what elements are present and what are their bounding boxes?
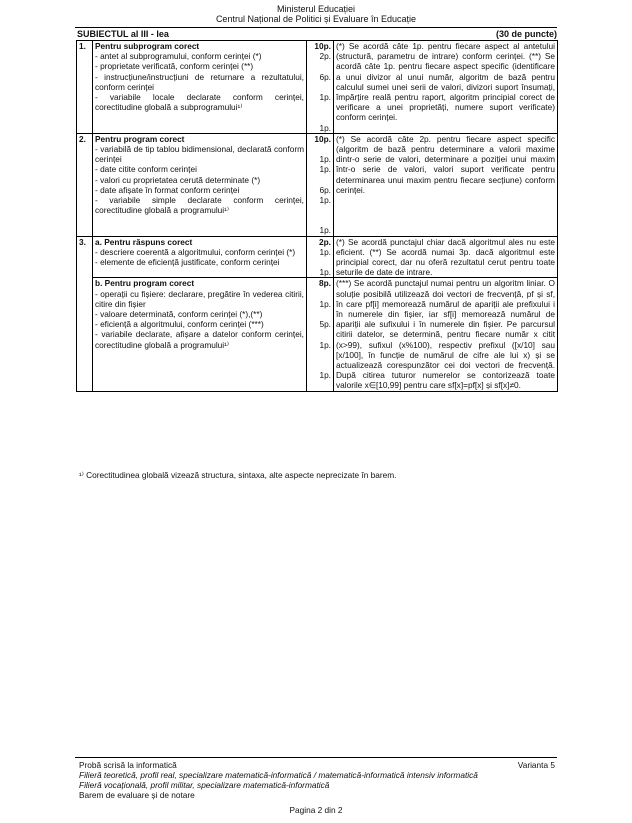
footer-line-2: Filieră teoretică, profil real, specializare matematică-informatică / matematică-informatică intensiv informatică [79, 770, 478, 780]
ministry-header: Ministerul Educației [276, 4, 356, 14]
points-value: 1p. [319, 298, 331, 309]
section-title: SUBIECTUL al III - lea [77, 29, 169, 39]
points-value [309, 205, 331, 215]
points-value: 1p. [319, 154, 331, 165]
row-heading: Pentru subprogram corect [95, 41, 200, 51]
points-value: 1p. [319, 267, 331, 278]
row-note: (*) Se acordă câte 1p. pentru fiecare aspect al antetului (structură, parametru de intrare) conform cerinței. (**) Se acordă câte 1p. pentru fiecare aspect specific (identificare a unui divizor al unui număr, algoritm de bază pentru calculul sumei unei serii de valori, divizori suport însumați, împărțire reală pentru raport, algoritm principial corect de verificare a unei proprietăți, numere suport verificate) conform cerinței. [334, 41, 558, 134]
list-item: - instrucțiune/instrucțiuni de returnare a rezultatului, conform cerinței [95, 71, 304, 92]
points-value: 2p. [319, 236, 331, 247]
row-points [307, 236, 334, 278]
points-value: 2p. [319, 51, 331, 62]
points-value: 1p. [319, 246, 331, 257]
list-item: - descriere coerentă a algoritmului, conform cerinței (*) [95, 246, 296, 257]
points-value: 8p. [319, 278, 331, 289]
footer-divider [75, 757, 557, 758]
points-value: 1p. [319, 194, 331, 205]
row-number: 3. [77, 236, 93, 391]
footer-line-3: Filieră vocațională, profil militar, specializare matematică-informatică [79, 780, 330, 790]
table-row [77, 133, 558, 236]
list-item: - date citite conform cerinței [95, 164, 197, 175]
points-value: 5p. [319, 319, 331, 330]
header-divider [75, 27, 557, 28]
points-value [309, 309, 331, 319]
list-item: - eficiență a algoritmului, conform cerinței (***) [95, 319, 264, 330]
points-value [309, 174, 331, 184]
points-value: 6p. [319, 71, 331, 82]
list-item: - valori cu proprietatea cerută determinate (*) [95, 174, 261, 185]
points-value [309, 102, 331, 112]
points-value [309, 82, 331, 92]
row-number: 1. [77, 41, 93, 134]
row-number: 2. [77, 133, 93, 236]
section-points: (30 de puncte) [495, 29, 557, 39]
points-value [309, 350, 331, 360]
row-description [93, 278, 307, 391]
list-item: - proprietate verificată, conform cerinței (**) [95, 61, 254, 72]
points-value [309, 215, 331, 225]
points-value: 1p. [319, 370, 331, 381]
row-points [307, 41, 334, 134]
points-value: 1p. [319, 164, 331, 175]
row-note: (*) Se acordă câte 2p. pentru fiecare aspect specific (algoritm de bază pentru determinare a valorii maxime dintr-o serie de valori, determinare a poziției unui maxim într-o serie de valori, valori suport verificate pentru determinarea unui maxim pentru fiecare secțiune) conform cerinței. [334, 133, 558, 236]
list-item: - variabile simple declarate conform cerinței, corectitudine globală a programului¹⁾ [95, 194, 304, 216]
points-value: 6p. [319, 184, 331, 195]
row-note: (***) Se acordă punctajul numai pentru un algoritm liniar. O soluție posibilă utilizează doi vectori de frecvență, pf și sf, în care pf[i] memorează numărul de apariții ale prefixului i în numerele din fișier, iar sf[i] memorează numărul de apariții ale sufixului i în numerele din fișier. Pe parcursul citirii datelor, se determină, pentru fiecare număr x citit (x>99), sufixul (x%100), respectiv prefixul ([x/10] sau [x/100], în funcție de numărul de cifre ale lui x) și se actualizează corespunzător cei doi vectori de frecvență. După citirea tuturor numerelor se contorizează toate valorile x∈[10,99] pentru care sf[x]=pf[x] și sf[x]≠0. [334, 278, 558, 391]
points-value [309, 257, 331, 267]
table-row [77, 236, 558, 278]
row-description [93, 236, 307, 278]
center-header: Centrul Național de Politici și Evaluare în Educație [215, 14, 417, 24]
list-item: - valoare determinată, conform cerinței (*),(**) [95, 308, 263, 319]
points-value [309, 329, 331, 339]
row-heading: a. Pentru răspuns corect [95, 236, 193, 247]
points-value: 1p. [319, 91, 331, 102]
row-heading: Pentru program corect [95, 133, 185, 144]
table-row [77, 41, 558, 134]
points-value [309, 360, 331, 370]
list-item: - operații cu fișiere: declarare, pregătire în vederea citirii, citire din fișier [95, 288, 304, 309]
grading-table [76, 40, 558, 392]
points-value [309, 144, 331, 154]
points-value: 1p. [319, 122, 331, 133]
points-value [309, 289, 331, 299]
list-item: - variabile locale declarate conform cerinței, corectitudine globală a subprogramului¹⁾ [95, 92, 304, 113]
row-points [307, 133, 334, 236]
row-note: (*) Se acordă punctajul chiar dacă algoritmul ales nu este eficient. (**) Se acordă numai 3p. dacă algoritmul este principial corect, dar nu oferă rezultatul cerut pentru toate seturile de date de intrare. [334, 236, 558, 278]
points-value: 1p. [319, 339, 331, 350]
points-value: 10p. [314, 41, 331, 51]
page-number: Pagina 2 din 2 [289, 805, 343, 815]
list-item: - variabile declarate, afișare a datelor conform cerinței, corectitudine globală a programului¹⁾ [95, 329, 304, 350]
points-value: 10p. [314, 133, 331, 144]
list-item: - elemente de eficiență justificate, conform cerinței [95, 256, 280, 267]
footnote: ¹⁾ Corectitudinea globală vizează structura, sintaxa, alte aspecte neprecizate în barem. [79, 470, 397, 480]
footer-variant: Varianta 5 [517, 760, 555, 770]
footer-exam: Probă scrisă la informatică [79, 760, 177, 770]
list-item: - variabilă de tip tablou bidimensional, declarată conform cerinței [95, 143, 304, 165]
list-item: - date afișate în format conform cerinței [95, 184, 240, 195]
row-heading: b. Pentru program corect [95, 278, 195, 289]
points-value: 1p. [319, 225, 331, 236]
row-points [307, 278, 334, 391]
table-row [77, 278, 558, 391]
list-item: - antet al subprogramului, conform cerinței (*) [95, 51, 262, 62]
footer-line-4: Barem de evaluare și de notare [79, 790, 195, 800]
row-description [93, 41, 307, 134]
points-value [309, 61, 331, 71]
row-description [93, 133, 307, 236]
points-value [309, 112, 331, 122]
